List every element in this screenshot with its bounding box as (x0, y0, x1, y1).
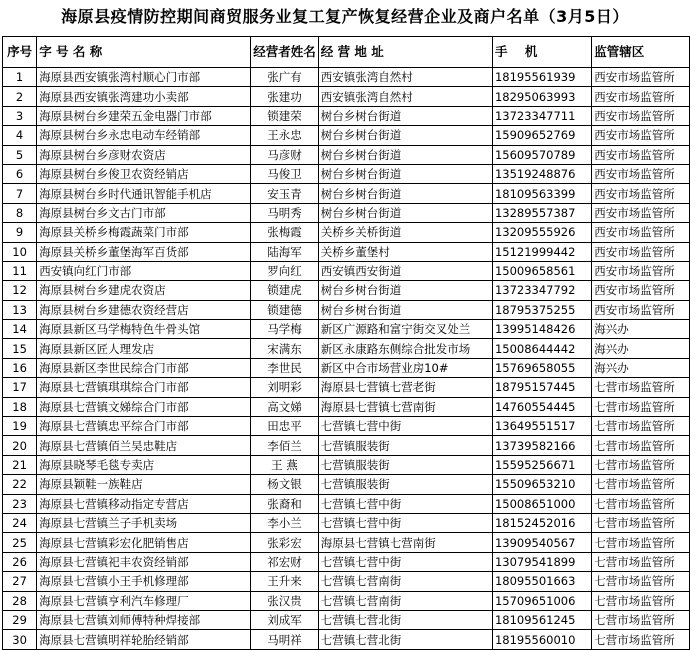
address-cell: 七营镇服装街 (318, 436, 492, 455)
operator-name-cell: 锁建虎 (251, 281, 319, 300)
phone-cell: 15121999442 (492, 242, 591, 261)
office-cell: 海兴办 (592, 358, 690, 377)
office-cell: 西安市场监管所 (592, 68, 690, 87)
address-cell: 新区广源路和富宁街交叉处兰 (318, 320, 492, 339)
business-name-cell: 海原县西安镇张湾建功小卖部 (37, 87, 251, 106)
phone-cell: 18795157445 (492, 378, 591, 397)
office-cell: 西安市场监管所 (592, 261, 690, 280)
operator-name-cell: 锁建德 (251, 300, 319, 319)
phone-cell: 13289557387 (492, 203, 591, 222)
operator-name-cell: 刘明彩 (251, 378, 319, 397)
phone-cell: 15008644442 (492, 339, 591, 358)
row-index-cell: 28 (3, 591, 37, 610)
operator-name-cell: 马明秀 (251, 203, 319, 222)
office-cell: 西安市场监管所 (592, 281, 690, 300)
phone-cell: 15769658055 (492, 358, 591, 377)
operator-name-cell: 张汉贵 (251, 591, 319, 610)
row-index-cell: 7 (3, 184, 37, 203)
business-name-cell: 海原县树台乡俊卫农资经销店 (37, 164, 251, 183)
address-cell: 七营镇服装街 (318, 455, 492, 474)
phone-cell: 15595256671 (492, 455, 591, 474)
address-cell: 树台乡树台街道 (318, 106, 492, 125)
operator-name-cell: 祁宏财 (251, 552, 319, 571)
phone-cell: 13649551517 (492, 417, 591, 436)
table-row (3, 320, 690, 339)
address-cell: 西安镇张湾自然村 (318, 87, 492, 106)
address-cell: 海原县七营镇七营南街 (318, 397, 492, 416)
phone-cell: 13723347711 (492, 106, 591, 125)
address-cell: 树台乡树台街道 (318, 164, 492, 183)
business-name-cell: 海原县新区李世民综合门市部 (37, 358, 251, 377)
row-index-cell: 11 (3, 261, 37, 280)
table-row (3, 417, 690, 436)
business-name-cell: 海原县七营镇移动指定专营店 (37, 494, 251, 513)
office-cell: 西安市场监管所 (592, 242, 690, 261)
table-row (3, 145, 690, 164)
phone-cell: 13995148426 (492, 320, 591, 339)
address-cell: 七营镇七营南街 (318, 591, 492, 610)
office-cell: 七营市场监管所 (592, 610, 690, 629)
row-index-cell: 25 (3, 533, 37, 552)
row-index-cell: 2 (3, 87, 37, 106)
business-name-cell: 海原县七营镇佰兰吴忠鞋店 (37, 436, 251, 455)
table-row (3, 358, 690, 377)
business-name-cell: 海原县新区匠人理发店 (37, 339, 251, 358)
business-name-cell: 海原县树台乡永忠电动车经销部 (37, 126, 251, 145)
address-cell: 海原县七营镇七营南街 (318, 533, 492, 552)
row-index-cell: 29 (3, 610, 37, 629)
row-index-cell: 14 (3, 320, 37, 339)
header-phone: 手 机 (492, 37, 591, 68)
phone-cell: 18095501663 (492, 572, 591, 591)
operator-name-cell: 张裔和 (251, 494, 319, 513)
business-name-cell: 海原县树台乡时代通讯智能手机店 (37, 184, 251, 203)
operator-name-cell: 王 燕 (251, 455, 319, 474)
business-name-cell: 海原县晓琴毛毯专卖店 (37, 455, 251, 474)
address-cell: 海原县七营镇七营老街 (318, 378, 492, 397)
office-cell: 七营市场监管所 (592, 397, 690, 416)
header-row (3, 37, 690, 68)
table-row (3, 397, 690, 416)
phone-cell: 18109561245 (492, 610, 591, 629)
operator-name-cell: 宋满东 (251, 339, 319, 358)
row-index-cell: 23 (3, 494, 37, 513)
address-cell: 新区中合市场营业房10# (318, 358, 492, 377)
row-index-cell: 22 (3, 475, 37, 494)
header-operator: 经营者姓名 (251, 37, 319, 68)
table-row (3, 261, 690, 280)
address-cell: 树台乡树台街道 (318, 145, 492, 164)
office-cell: 七营市场监管所 (592, 378, 690, 397)
business-name-cell: 海原县七营镇文娣综合门市部 (37, 397, 251, 416)
row-index-cell: 4 (3, 126, 37, 145)
business-name-cell: 海原县七营镇兰子手机卖场 (37, 513, 251, 532)
table-row (3, 184, 690, 203)
operator-name-cell: 王永忠 (251, 126, 319, 145)
row-index-cell: 3 (3, 106, 37, 125)
operator-name-cell: 马俊卫 (251, 164, 319, 183)
office-cell: 七营市场监管所 (592, 513, 690, 532)
business-name-cell: 海原县关桥乡董堡海军百货部 (37, 242, 251, 261)
operator-name-cell: 张彩宏 (251, 533, 319, 552)
table-row (3, 339, 690, 358)
business-name-cell: 海原县关桥乡梅霞蔬菜门市部 (37, 223, 251, 242)
office-cell: 西安市场监管所 (592, 223, 690, 242)
office-cell: 西安市场监管所 (592, 164, 690, 183)
table-row (3, 87, 690, 106)
office-cell: 七营市场监管所 (592, 494, 690, 513)
header-name: 字 号 名 称 (37, 37, 251, 68)
row-index-cell: 26 (3, 552, 37, 571)
address-cell: 树台乡树台街道 (318, 300, 492, 319)
row-index-cell: 13 (3, 300, 37, 319)
address-cell: 七营镇七营南街 (318, 572, 492, 591)
office-cell: 西安市场监管所 (592, 300, 690, 319)
row-index-cell: 15 (3, 339, 37, 358)
operator-name-cell: 王升来 (251, 572, 319, 591)
operator-name-cell: 马彦财 (251, 145, 319, 164)
office-cell: 七营市场监管所 (592, 552, 690, 571)
business-name-cell: 海原县树台乡建虎农资店 (37, 281, 251, 300)
table-row (3, 552, 690, 571)
row-index-cell: 17 (3, 378, 37, 397)
table-row (3, 494, 690, 513)
office-cell: 海兴办 (592, 320, 690, 339)
office-cell: 七营市场监管所 (592, 533, 690, 552)
office-cell: 七营市场监管所 (592, 572, 690, 591)
table-row (3, 106, 690, 125)
address-cell: 七营镇七营中街 (318, 552, 492, 571)
operator-name-cell: 张广有 (251, 68, 319, 87)
business-name-cell: 海原县树台乡建荣五金电器门市部 (37, 106, 251, 125)
phone-cell: 15909652769 (492, 126, 591, 145)
phone-cell: 14760554445 (492, 397, 591, 416)
business-name-cell: 海原县西安镇张湾村顺心门市部 (37, 68, 251, 87)
table-row (3, 513, 690, 532)
business-name-cell: 海原县新区马学梅特色牛骨头馆 (37, 320, 251, 339)
address-cell: 七营镇七营中街 (318, 513, 492, 532)
business-name-cell: 西安镇向红门市部 (37, 261, 251, 280)
operator-name-cell: 高文娣 (251, 397, 319, 416)
address-cell: 七营镇七营中街 (318, 417, 492, 436)
row-index-cell: 12 (3, 281, 37, 300)
office-cell: 七营市场监管所 (592, 436, 690, 455)
operator-name-cell: 杨文银 (251, 475, 319, 494)
address-cell: 西安镇张湾自然村 (318, 68, 492, 87)
address-cell: 树台乡树台街道 (318, 126, 492, 145)
address-cell: 关桥乡关桥街道 (318, 223, 492, 242)
phone-cell: 13079541899 (492, 552, 591, 571)
phone-cell: 18195561939 (492, 68, 591, 87)
phone-cell: 13209555926 (492, 223, 591, 242)
table-row (3, 203, 690, 222)
document-title: 海原县疫情防控期间商贸服务业复工复产恢复经营企业及商户名单（3月5日） (61, 7, 629, 26)
office-cell: 西安市场监管所 (592, 203, 690, 222)
row-index-cell: 18 (3, 397, 37, 416)
table-row (3, 572, 690, 591)
row-index-cell: 19 (3, 417, 37, 436)
address-cell: 新区永康路东侧综合批发市场 (318, 339, 492, 358)
business-name-cell: 海原县树台乡彦财农资店 (37, 145, 251, 164)
address-cell: 西安镇西安街道 (318, 261, 492, 280)
address-cell: 七营镇七营北街 (318, 630, 492, 649)
office-cell: 海兴办 (592, 339, 690, 358)
phone-cell: 18795375255 (492, 300, 591, 319)
table-row (3, 475, 690, 494)
phone-cell: 15008651000 (492, 494, 591, 513)
business-name-cell: 海原县七营镇刘师傅特种焊接部 (37, 610, 251, 629)
address-cell: 树台乡树台街道 (318, 203, 492, 222)
phone-cell: 18152452016 (492, 513, 591, 532)
office-cell: 七营市场监管所 (592, 455, 690, 474)
table-row (3, 68, 690, 87)
table-row (3, 455, 690, 474)
row-index-cell: 16 (3, 358, 37, 377)
row-index-cell: 1 (3, 68, 37, 87)
operator-name-cell: 陆海军 (251, 242, 319, 261)
phone-cell: 18195560010 (492, 630, 591, 649)
business-name-cell: 海原县七营镇忠平综合门市部 (37, 417, 251, 436)
table-row (3, 242, 690, 261)
header-address: 经 营 地 址 (318, 37, 492, 68)
office-cell: 西安市场监管所 (592, 145, 690, 164)
office-cell: 西安市场监管所 (592, 184, 690, 203)
business-name-cell: 海原县七营镇彩宏化肥销售店 (37, 533, 251, 552)
operator-name-cell: 刘成军 (251, 610, 319, 629)
business-name-cell: 海原县七营镇小王手机修理部 (37, 572, 251, 591)
row-index-cell: 8 (3, 203, 37, 222)
header-index: 序号 (3, 37, 37, 68)
address-cell: 七营镇服装街 (318, 475, 492, 494)
row-index-cell: 9 (3, 223, 37, 242)
address-cell: 七营镇七营中街 (318, 494, 492, 513)
table-row (3, 533, 690, 552)
table-row (3, 630, 690, 649)
table-row (3, 300, 690, 319)
operator-name-cell: 张梅霞 (251, 223, 319, 242)
row-index-cell: 5 (3, 145, 37, 164)
operator-name-cell: 安玉青 (251, 184, 319, 203)
header-office: 监管辖区 (592, 37, 690, 68)
business-name-cell: 海原县树台乡文古门市部 (37, 203, 251, 222)
phone-cell: 13519248876 (492, 164, 591, 183)
phone-cell: 15609570789 (492, 145, 591, 164)
operator-name-cell: 李佰兰 (251, 436, 319, 455)
operator-name-cell: 李小兰 (251, 513, 319, 532)
phone-cell: 13739582166 (492, 436, 591, 455)
business-name-cell: 海原县颖鞋一族鞋店 (37, 475, 251, 494)
business-name-cell: 海原县七营镇琪琪综合门市部 (37, 378, 251, 397)
phone-cell: 13909540567 (492, 533, 591, 552)
phone-cell: 18109563399 (492, 184, 591, 203)
office-cell: 西安市场监管所 (592, 87, 690, 106)
row-index-cell: 24 (3, 513, 37, 532)
office-cell: 西安市场监管所 (592, 126, 690, 145)
phone-cell: 13723347792 (492, 281, 591, 300)
phone-cell: 15709651006 (492, 591, 591, 610)
operator-name-cell: 田忠平 (251, 417, 319, 436)
business-name-cell: 海原县七营镇亨利汽车修理厂 (37, 591, 251, 610)
table-row (3, 164, 690, 183)
office-cell: 七营市场监管所 (592, 591, 690, 610)
merchant-table (2, 36, 690, 650)
business-name-cell: 海原县七营镇明祥轮胎经销部 (37, 630, 251, 649)
operator-name-cell: 锁建荣 (251, 106, 319, 125)
business-name-cell: 海原县七营镇祀丰农资经销部 (37, 552, 251, 571)
phone-cell: 15509653210 (492, 475, 591, 494)
operator-name-cell: 马明祥 (251, 630, 319, 649)
table-row (3, 436, 690, 455)
row-index-cell: 30 (3, 630, 37, 649)
operator-name-cell: 李世民 (251, 358, 319, 377)
table-row (3, 223, 690, 242)
operator-name-cell: 马学梅 (251, 320, 319, 339)
address-cell: 七营镇七营北街 (318, 610, 492, 629)
phone-cell: 18295063993 (492, 87, 591, 106)
table-row (3, 591, 690, 610)
row-index-cell: 27 (3, 572, 37, 591)
row-index-cell: 6 (3, 164, 37, 183)
office-cell: 七营市场监管所 (592, 475, 690, 494)
operator-name-cell: 张建功 (251, 87, 319, 106)
address-cell: 树台乡树台街道 (318, 281, 492, 300)
address-cell: 树台乡树台街道 (318, 184, 492, 203)
operator-name-cell: 罗向红 (251, 261, 319, 280)
business-name-cell: 海原县树台乡建德农资经营店 (37, 300, 251, 319)
office-cell: 七营市场监管所 (592, 630, 690, 649)
table-row (3, 281, 690, 300)
table-row (3, 378, 690, 397)
phone-cell: 15009658561 (492, 261, 591, 280)
office-cell: 西安市场监管所 (592, 106, 690, 125)
office-cell: 七营市场监管所 (592, 417, 690, 436)
row-index-cell: 20 (3, 436, 37, 455)
row-index-cell: 21 (3, 455, 37, 474)
table-row (3, 126, 690, 145)
table-row (3, 610, 690, 629)
row-index-cell: 10 (3, 242, 37, 261)
address-cell: 关桥乡董堡村 (318, 242, 492, 261)
